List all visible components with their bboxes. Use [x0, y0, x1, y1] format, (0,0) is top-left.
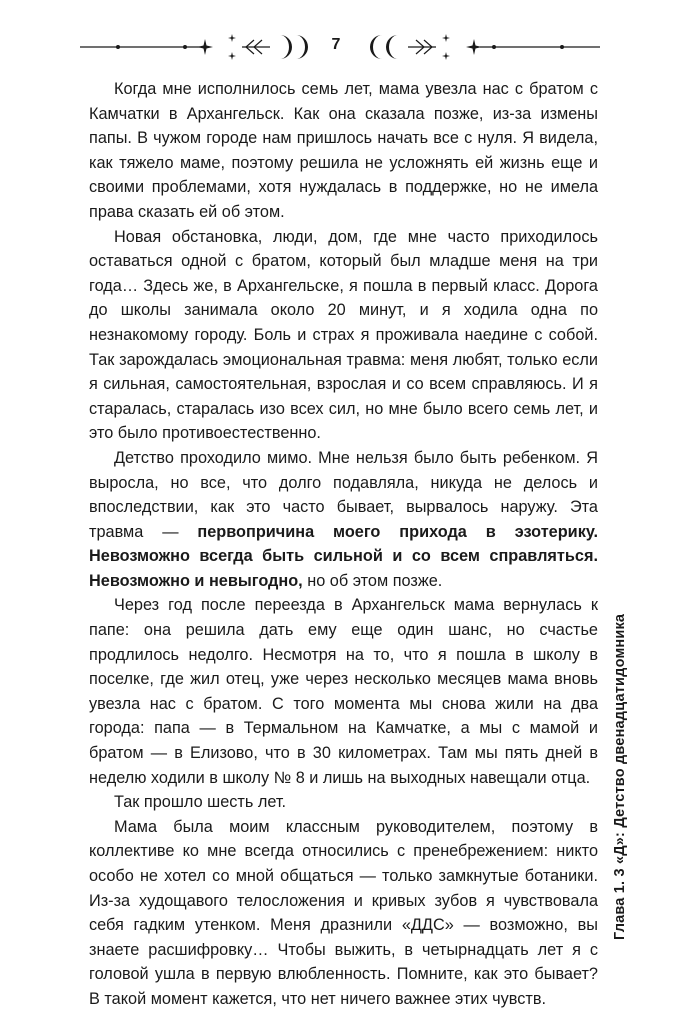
- bold-emphasis-text: первопричина моего прихода в эзотерику. Невозможно всегда быть сильной и со всем справляться. Невозможно и невыгодно,: [89, 522, 598, 590]
- right-dot-icon: [492, 45, 496, 49]
- right-sparkle-icon: [442, 52, 450, 60]
- page-header: [0, 22, 690, 78]
- paragraph: Так прошло шесть лет.: [114, 793, 287, 812]
- left-sparkle-icon: [228, 34, 236, 42]
- right-arrow-icon: [408, 40, 436, 54]
- left-star-icon: [197, 39, 213, 55]
- left-arrow-icon: [242, 40, 270, 54]
- paragraph: Новая обстановка, люди, дом, где мне часто приходилось оставаться одной с братом, который был младше меня на три года… Здесь же, в Архангельске, я пошла в первый класс. Дорога до школы занимала около 20 минут, и я ходила одна по незнакомому городу. Боль и страх я проживала наедине с собой. Так зарождалась эмоциональная травма: меня любят, только если я сильная, самостоятельная, взрослая и со всем справляюсь. И я старалась, старалась изо всех сил, но мне было всего семь лет, и это было противоестественно.: [89, 227, 598, 443]
- paragraph-text: Детство проходило мимо. Мне нельзя было быть ребенком. Я выросла, но все, что долго подавляла, никуда не делось и впоследствии, как это часто бывает, вырвалось наружу. Эта травма —: [89, 448, 598, 541]
- right-crescent-icon: [386, 35, 398, 59]
- right-dot-icon: [560, 45, 564, 49]
- page-number: 7: [331, 36, 341, 53]
- paragraph: Мама была моим классным руководителем, поэтому в коллективе ко мне всегда относились с пренебрежением: никто особо не хотел со мной общаться — только замкнутые ботаники. Из-за худощавого телосложения и кривых зубов я чувствовала себя гадким утенком. Меня дразнили «ДДС» — возможно, вы знаете расшифровку… Чтобы выжить, в четырнадцать лет я с головой ушла в первую влюбленность. Помните, как это бывает? В такой момент кажется, что нет ничего важнее этих чувств.: [89, 817, 598, 1008]
- right-crescent-icon: [370, 35, 382, 59]
- left-sparkle-icon: [228, 52, 236, 60]
- body-text: [89, 77, 598, 1012]
- left-crescent-icon: [296, 35, 308, 59]
- paragraph: Когда мне исполнилось семь лет, мама увезла нас с братом с Камчатки в Архангельск. Как она сказала позже, из-за измены папы. В чужом городе нам пришлось начать все с нуля. Я видела, как тяжело маме, поэтому решила не усложнять ей жизнь еще и своими проблемами, хотя нуждалась в поддержке, но не имела права сказать ей об этом.: [89, 80, 598, 221]
- left-dot-icon: [183, 45, 187, 49]
- right-star-icon: [466, 39, 482, 55]
- paragraph: [89, 446, 598, 594]
- paragraph: Через год после переезда в Архангельск мама вернулась к папе: она решила дать ему еще один шанс, но счастье продлилось недолго. Несмотря на то, что я пошла в школу в поселке, где жил отец, уже через несколько месяцев мама вновь увезла нас с братом. С того момента мы снова жили на два города: папа — в Термальном на Камчатке, а мы с мамой и братом — в Елизово, что в 30 километрах. Там мы пять дней в неделю ходили в школу № 8 и лишь на выходных навещали отца.: [89, 596, 598, 787]
- left-crescent-icon: [280, 35, 292, 59]
- left-dot-icon: [116, 45, 120, 49]
- paragraph-text: но об этом позже.: [302, 571, 443, 590]
- right-sparkle-icon: [442, 34, 450, 42]
- chapter-side-title: Глава 1. 3 «Д»: Детство двенадцатидомника: [612, 613, 628, 940]
